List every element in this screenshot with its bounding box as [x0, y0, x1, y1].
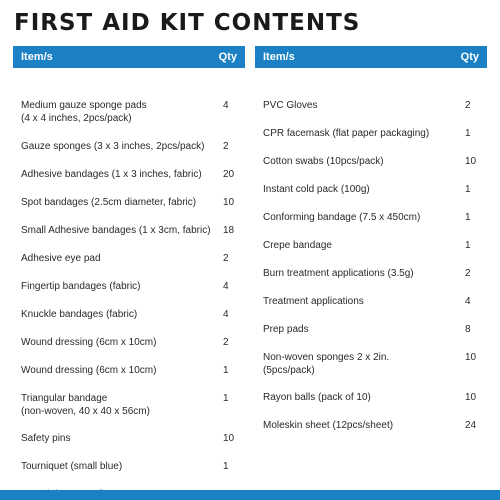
row-qty: 1: [223, 365, 229, 376]
row-qty: 10: [465, 392, 477, 403]
row-qty: 4: [223, 309, 229, 320]
row-item-line: Non-woven sponges 2 x 2in.: [263, 352, 390, 363]
right-table-header: [255, 46, 487, 68]
row-item-name: [263, 127, 453, 140]
row-item-line: (non-woven, 40 x 40 x 56cm): [21, 406, 150, 417]
row-qty: 1: [223, 461, 229, 472]
row-item-line: Treatment applications: [263, 296, 364, 307]
row-item-line: Gauze sponges (3 x 3 inches, 2pcs/pack): [21, 141, 205, 152]
row-item-line: Triangular bandage: [21, 393, 108, 404]
row-item-line: Cotton swabs (10pcs/pack): [263, 156, 384, 167]
row-item-name: [263, 183, 453, 196]
row-item-line: Fingertip bandages (fabric): [21, 281, 141, 292]
row-item-line: Medium gauze sponge pads: [21, 100, 147, 111]
row-qty: 18: [223, 225, 235, 236]
row-qty: 10: [465, 352, 477, 363]
row-item-line: Wound dressing (6cm x 10cm): [21, 365, 157, 376]
row-qty: 20: [223, 169, 235, 180]
row-item-name: [263, 99, 453, 112]
row-item-line: Tourniquet (small blue): [21, 461, 123, 472]
row-item-line: Safety pins: [21, 433, 71, 444]
row-item-line: PVC Gloves: [263, 100, 318, 111]
header-item-label: Item/s: [21, 51, 53, 63]
row-item-line: Knuckle bandages (fabric): [21, 309, 138, 320]
row-qty: 4: [465, 296, 471, 307]
header-qty-label: Qty: [460, 51, 479, 63]
row-qty: 1: [465, 240, 471, 251]
row-item-name: [21, 432, 211, 445]
row-item-name: [21, 168, 211, 181]
row-qty: 24: [465, 420, 477, 431]
row-item-line: Prep pads: [263, 324, 309, 335]
row-item-name: [21, 196, 211, 209]
row-item-line: (4 x 4 inches, 2pcs/pack): [21, 113, 132, 124]
bottom-accent-bar: [0, 490, 500, 500]
row-qty: 8: [465, 324, 471, 335]
row-item-line: Instant cold pack (100g): [263, 184, 370, 195]
row-item-name: [263, 391, 453, 404]
left-table-header: [13, 46, 245, 68]
row-item-line: Crepe bandage: [263, 240, 332, 251]
row-qty: 10: [465, 156, 477, 167]
row-qty: 1: [465, 184, 471, 195]
row-qty: 4: [223, 281, 229, 292]
row-item-line: Moleskin sheet (12pcs/sheet): [263, 420, 394, 431]
row-item-name: [263, 351, 453, 377]
row-item-name: [263, 239, 453, 252]
row-item-name: [263, 419, 453, 432]
left-table: [13, 46, 245, 472]
row-item-name: [21, 224, 211, 237]
header-qty-label: Qty: [218, 51, 237, 63]
row-item-name: [263, 267, 453, 280]
row-item-name: [263, 295, 453, 308]
row-qty: 2: [223, 337, 229, 348]
row-item-name: [21, 308, 211, 321]
page-title: FIRST AID KIT CONTENTS: [14, 10, 361, 36]
row-item-name: [263, 323, 453, 336]
row-item-name: [21, 252, 211, 265]
row-item-line: Burn treatment applications (3.5g): [263, 268, 414, 279]
row-item-line: Conforming bandage (7.5 x 450cm): [263, 212, 421, 223]
row-item-name: [263, 211, 453, 224]
row-qty: 1: [465, 128, 471, 139]
row-item-line: (5pcs/pack): [263, 365, 315, 376]
row-item-line: Adhesive eye pad: [21, 253, 101, 264]
row-qty: 2: [223, 253, 229, 264]
row-qty: 4: [223, 100, 229, 111]
row-item-line: Spot bandages (2.5cm diameter, fabric): [21, 197, 197, 208]
row-item-line: Adhesive bandages (1 x 3 inches, fabric): [21, 169, 202, 180]
row-qty: 2: [223, 141, 229, 152]
header-item-label: Item/s: [263, 51, 295, 63]
row-item-line: Rayon balls (pack of 10): [263, 392, 371, 403]
row-qty: 2: [465, 100, 471, 111]
row-qty: 10: [223, 433, 235, 444]
row-item-name: [21, 364, 211, 377]
row-qty: 2: [465, 268, 471, 279]
row-qty: 1: [223, 393, 229, 404]
row-item-name: [21, 460, 211, 473]
right-table: [255, 46, 487, 431]
row-item-name: [21, 280, 211, 293]
row-item-name: [21, 392, 211, 418]
row-qty: 1: [465, 212, 471, 223]
row-item-name: [21, 140, 211, 153]
row-item-name: [21, 99, 211, 125]
row-item-line: CPR facemask (flat paper packaging): [263, 128, 430, 139]
row-item-line: Wound dressing (6cm x 10cm): [21, 337, 157, 348]
row-item-name: [263, 155, 453, 168]
row-item-line: Small Adhesive bandages (1 x 3cm, fabric): [21, 225, 211, 236]
row-item-name: [21, 336, 211, 349]
row-qty: 10: [223, 197, 235, 208]
